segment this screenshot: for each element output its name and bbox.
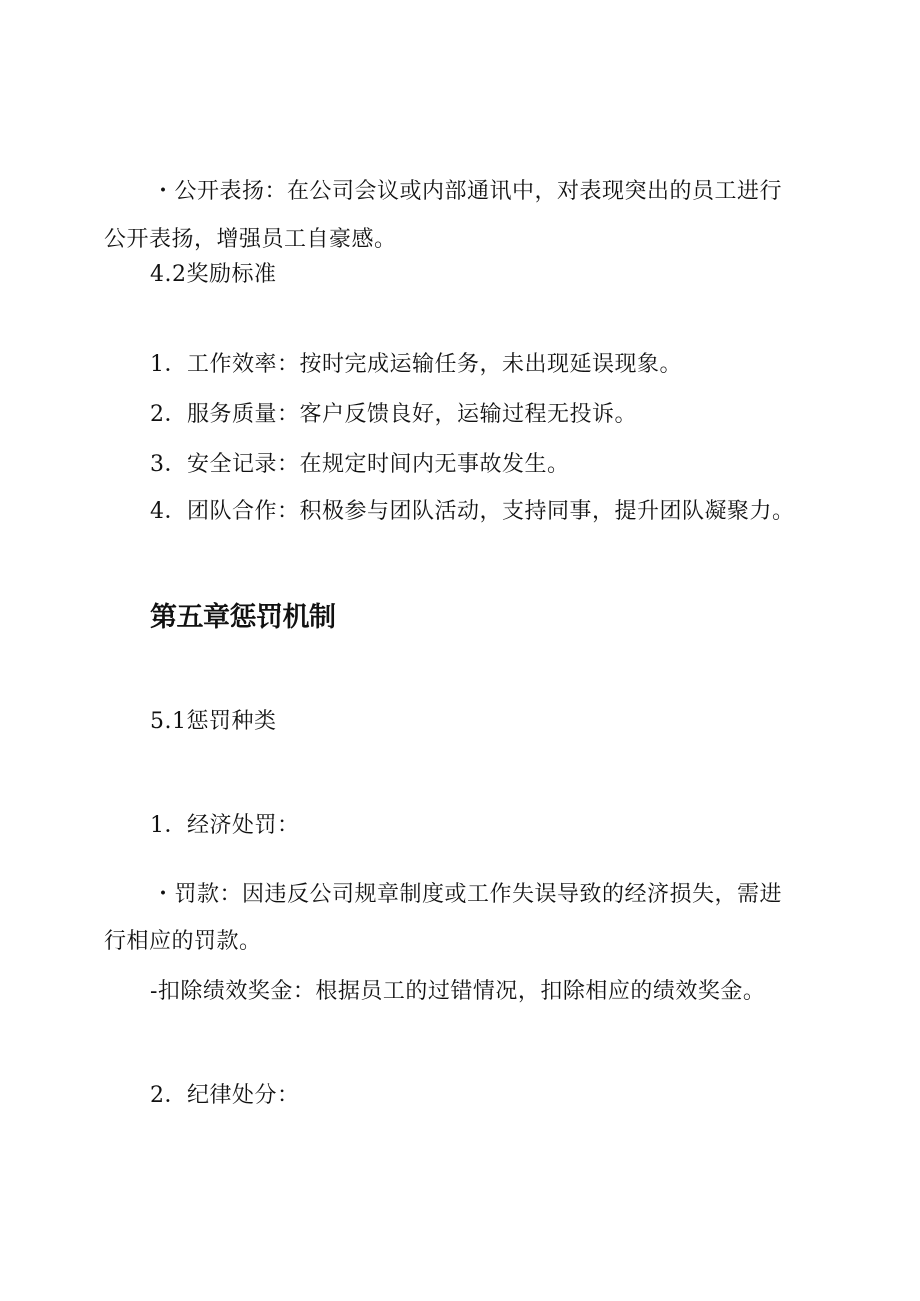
penalty-item-1: 1．经济处罚： (150, 813, 300, 838)
section-5-1-heading: 5.1惩罚种类 (150, 709, 277, 734)
reward-item-1: 1．工作效率：按时完成运输任务，未出现延误现象。 (150, 352, 682, 377)
bullet-public-praise-line1: ・公开表扬：在公司会议或内部通讯中，对表现突出的员工进行 (152, 179, 783, 204)
chapter-5-title: 第五章惩罚机制 (150, 602, 336, 633)
reward-item-4: 4．团队合作：积极参与团队活动，支持同事，提升团队凝聚力。 (150, 499, 795, 524)
reward-item-3: 3．安全记录：在规定时间内无事故发生。 (150, 452, 570, 477)
bullet-public-praise-line2: 公开表扬，增强员工自豪感。 (104, 227, 397, 252)
deduct-bonus-line: -扣除绩效奖金：根据员工的过错情况，扣除相应的绩效奖金。 (150, 979, 766, 1004)
penalty-item-2: 2．纪律处分： (150, 1083, 300, 1108)
bullet-fine-line1: ・罚款：因违反公司规章制度或工作失误导致的经济损失，需进 (152, 882, 783, 907)
reward-item-2: 2．服务质量：客户反馈良好，运输过程无投诉。 (150, 402, 637, 427)
bullet-fine-line2: 行相应的罚款。 (104, 929, 262, 954)
section-4-2-heading: 4.2奖励标准 (150, 262, 277, 287)
